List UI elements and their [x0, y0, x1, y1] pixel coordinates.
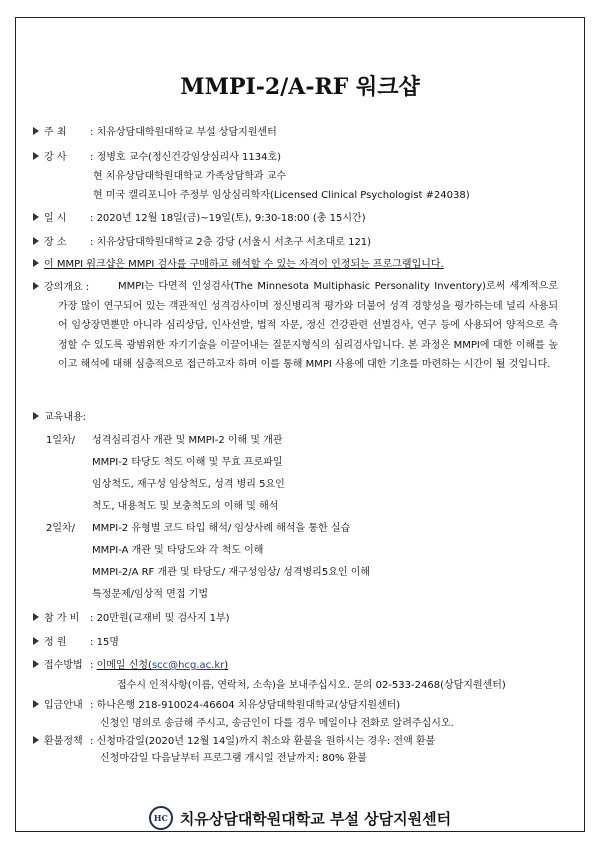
apply-label: 접수방법	[44, 660, 83, 671]
refund-line-1: 신청마감일(2020년 12월 14일)까지 취소와 환불을 원하시는 경우: 전액 환불	[96, 736, 436, 747]
apply-line-2: 접수시 인적사항(이름, 연락처, 소속)을 보내주십시오. 문의 02-533-2468(상담지원센터)	[117, 680, 506, 691]
payment-line-2: 신청인 명의로 송금해 주시고, 송금인이 다를 경우 메일이나 전화로 알려주십시오.	[100, 718, 454, 729]
day1-item: MMPI-2 타당도 척도 이해 및 무효 프로파일	[92, 457, 283, 468]
schedule-value: 2020년 12월 18일(금)~19일(토), 9:30-18:00 (총 15시간)	[96, 213, 366, 224]
capacity-value: 15명	[96, 637, 119, 648]
triangle-bullet-icon	[33, 700, 39, 708]
notice-text: 이 MMPI 워크샵은 MMPI 검사를 구매하고 해석할 수 있는 자격이 인정되는 프로그램입니다.	[44, 259, 444, 270]
venue-value: 치유상담대학원대학교 2층 강당 (서울시 서초구 서초대로 121)	[96, 237, 372, 248]
footer	[0, 806, 600, 830]
day1-item: 성격심리검사 개관 및 MMPI-2 이해 및 개관	[92, 435, 283, 446]
schedule-row: 일 시 : 2020년 12월 18일(금)~19일(토), 9:30-18:00 (총 15시간)	[33, 212, 366, 226]
triangle-bullet-icon	[33, 412, 39, 420]
host-label: 주 최	[44, 127, 67, 138]
day1-item: 임상척도, 재구성 임상척도, 성격 병리 5요인	[92, 479, 285, 490]
payment-label: 입금안내	[44, 700, 83, 711]
triangle-bullet-icon	[33, 237, 39, 245]
curriculum-label: 교육내용:	[44, 412, 87, 423]
day2-item: MMPI-2 유형별 코드 타입 해석/ 임상사례 해석을 통한 실습	[92, 523, 351, 534]
host-value: 치유상담대학원대학교 부설 상담지원센터	[96, 127, 277, 138]
fee-row: 참 가 비 : 20만원(교재비 및 검사지 1부)	[33, 612, 230, 626]
page-title: MMPI-2/A-RF 워크샵	[180, 74, 420, 100]
university-seal-icon	[149, 806, 173, 830]
triangle-bullet-icon	[33, 259, 39, 267]
day1-label: 1일차/	[46, 435, 76, 446]
day2-item: MMPI-2/A RF 개관 및 타당도/ 재구성임상/ 성격병리5요인 이해	[92, 567, 371, 578]
apply-prefix: 이메일 신청(	[96, 660, 152, 671]
fee-value: 20만원(교재비 및 검사지 1부)	[96, 613, 230, 624]
lecturer-line-1: 정병호 교수(정신건강임상심리사 1134호)	[96, 152, 282, 163]
day2-row	[46, 522, 350, 536]
day1-item: 척도, 내용척도 및 보충척도의 이해 및 해석	[92, 501, 279, 512]
lecturer-row: 강 사 : 정병호 교수(정신건강임상심리사 1134호)	[33, 151, 281, 165]
curriculum-label-row	[33, 411, 86, 425]
lecturer-line-2: 현 치유상담대학원대학교 가족상담학과 교수	[93, 171, 287, 182]
triangle-bullet-icon	[33, 660, 39, 668]
refund-label: 환불정책	[44, 736, 83, 747]
notice-row	[33, 258, 444, 272]
day2-item: MMPI-A 개관 및 타당도와 각 척도 이해	[92, 545, 264, 556]
apply-suffix: )	[224, 660, 229, 671]
host-row: 주 최 : 치유상담대학원대학교 부설 상담지원센터	[33, 126, 277, 140]
capacity-label: 정 원	[44, 637, 67, 648]
overview-label: 강의개요 :	[44, 282, 90, 293]
day2-label: 2일차/	[46, 523, 76, 534]
payment-line-1: 하나은행 218-910024-46604 치유상담대학원대학교(상담지원센터)	[96, 700, 401, 711]
payment-row: 입금안내 : 하나은행 218-910024-46604 치유상담대학원대학교(상담지원센터)	[33, 699, 400, 713]
triangle-bullet-icon	[33, 213, 39, 221]
day1-row	[46, 434, 283, 448]
refund-row: 환불정책 : 신청마감일(2020년 12월 14일)까지 취소와 환불을 원하시는 경우: 전액 환불	[33, 735, 435, 749]
triangle-bullet-icon	[33, 127, 39, 135]
apply-row: 접수방법 : 이메일 신청(scc@hcg.ac.kr)	[33, 659, 228, 673]
logo-text: HC	[153, 813, 168, 823]
footer-org-name: 치유상담대학원대학교 부설 상담지원센터	[179, 809, 452, 828]
venue-label: 장 소	[44, 237, 67, 248]
lecturer-line-3: 현 미국 캘리포니아 주정부 임상심리학자(Licensed Clinical Psychologist #24038)	[93, 190, 470, 201]
day2-item: 특정문제/임상적 면접 기법	[92, 589, 208, 600]
venue-row: 장 소 : 치유상담대학원대학교 2층 강당 (서울시 서초구 서초대로 121)	[33, 236, 371, 250]
triangle-bullet-icon	[33, 637, 39, 645]
email-link[interactable]: scc@hcg.ac.kr	[151, 660, 225, 671]
overview-text: MMPI는 다면적 인성검사(The Minnesota Multiphasic Personality Inventory)로써 세계적으로 가장 많이 연구되어 있는 객관적인 성격검사이며 정신병리적 평가와 더불어 성격 경향성을 평가하는데 널리 사용되어 임상장면뿐만 아니라 심리상담, 인사선발, 법적 자문, 정신 건강관련 선별검사, 연구 등에 사용되어 양적으로 측정할 수 있도록 광범위한 자기기술을 이끌어내는 질문지형식의 심리검사입니다. 본 과정은 MMPI에 대한 이해를 높이고 해석에 대해 심층적으로 접근하고자 하며 이를 통해 MMPI 사용에 대한 기초를 마련하는 시간이 될 것입니다.	[58, 281, 558, 370]
triangle-bullet-icon	[33, 282, 39, 290]
refund-line-2: 신청마감일 다음날부터 프로그램 개시일 전날까지: 80% 환불	[100, 753, 367, 764]
schedule-label: 일 시	[44, 213, 67, 224]
triangle-bullet-icon	[33, 152, 39, 160]
triangle-bullet-icon	[33, 613, 39, 621]
lecturer-label: 강 사	[44, 152, 67, 163]
triangle-bullet-icon	[33, 736, 39, 744]
fee-label: 참 가 비	[44, 613, 80, 624]
capacity-row: 정 원 : 15명	[33, 636, 119, 650]
